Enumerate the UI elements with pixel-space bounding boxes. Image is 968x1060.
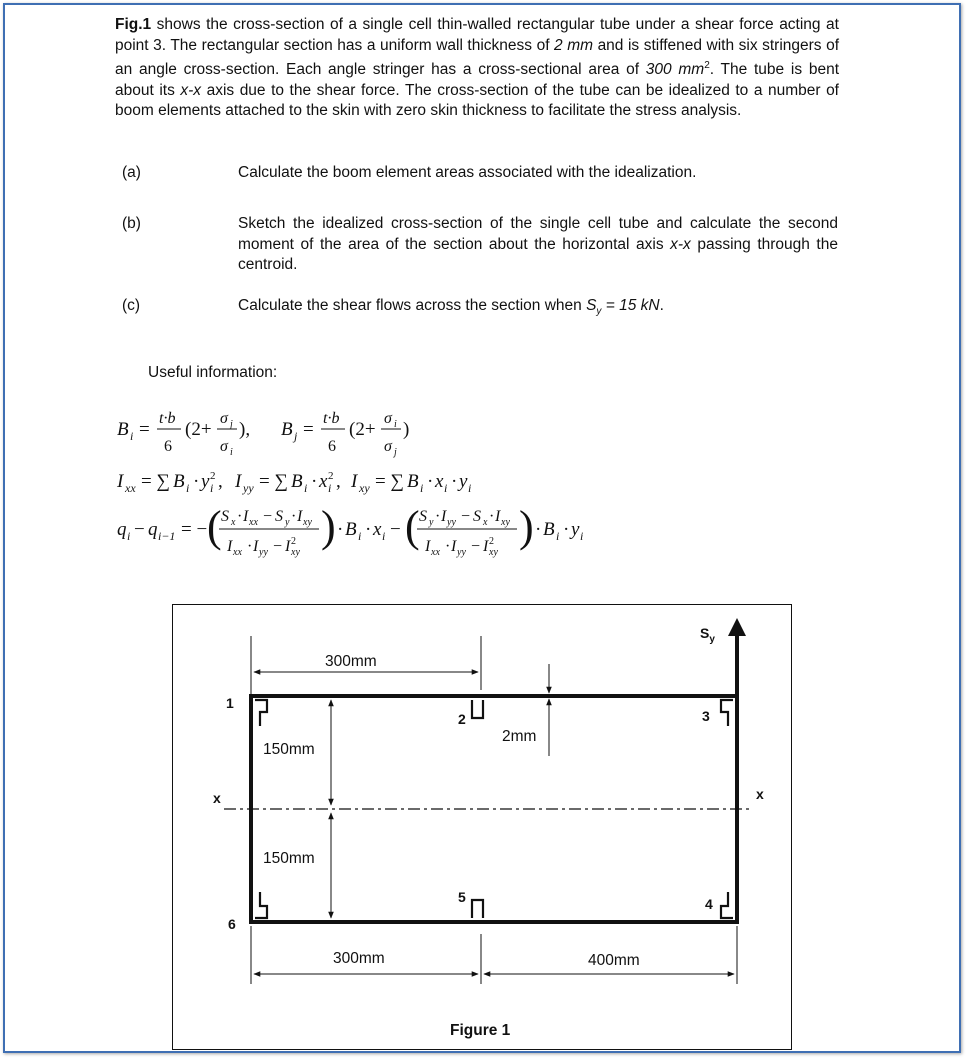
question-c-text: Calculate the shear flows across the section when $S_y = 15$ kN. xyxy=(238,297,664,318)
stringer-4 xyxy=(721,892,733,918)
svg-text:yy: yy xyxy=(457,547,466,558)
problem-statement xyxy=(115,15,839,122)
svg-text:·: · xyxy=(451,471,458,492)
figure-caption: Figure 1 xyxy=(450,1022,511,1039)
svg-text:xy: xy xyxy=(303,517,312,528)
intro-text-2: and is stiffened with six stringers of an angle cross-section. Each angle stringer has a cross-sectional area of xyxy=(115,36,840,79)
svg-text:σ: σ xyxy=(384,438,392,455)
svg-text:j: j xyxy=(230,419,233,430)
svg-text:I: I xyxy=(483,538,489,555)
cross-section-diagram xyxy=(172,604,792,1050)
svg-text:= ∑: = ∑ xyxy=(375,471,405,492)
svg-text:I: I xyxy=(227,538,233,555)
svg-text:I: I xyxy=(297,508,303,525)
svg-text:B: B xyxy=(281,419,293,440)
svg-text:B: B xyxy=(407,471,419,492)
svg-text:i: i xyxy=(358,529,362,543)
svg-text:x: x xyxy=(231,517,236,528)
svg-text:): ) xyxy=(519,502,534,551)
svg-text:i: i xyxy=(394,419,397,430)
svg-text:x: x xyxy=(373,519,382,540)
stringer-1 xyxy=(255,700,267,726)
svg-text:I: I xyxy=(441,508,447,525)
svg-text:σ: σ xyxy=(384,410,392,427)
svg-text:y: y xyxy=(571,519,580,540)
svg-text:i: i xyxy=(382,529,386,543)
svg-text:i: i xyxy=(186,481,190,495)
area-exponent: 2 xyxy=(704,60,710,71)
svg-text:q: q xyxy=(117,519,127,540)
intro-text-4: axis due to the shear force. The cross-section of the tube can be idealized to a number of boom elements attached to the skin with zero skin thickness to facilitate the stress analysis. xyxy=(115,81,839,120)
svg-text:−: − xyxy=(134,519,145,540)
dim-label-top-300: 300mm xyxy=(325,653,377,670)
boom-label-5: 5 xyxy=(458,889,466,905)
svg-text:= −: = − xyxy=(181,519,208,540)
svg-text:I: I xyxy=(451,538,457,555)
svg-text:j: j xyxy=(294,429,298,443)
svg-text:i: i xyxy=(328,481,332,495)
svg-text:q: q xyxy=(148,519,158,540)
svg-text:j: j xyxy=(394,447,397,458)
svg-text:σ: σ xyxy=(220,410,228,427)
svg-text:y: y xyxy=(201,471,210,492)
svg-text:x: x xyxy=(435,471,444,492)
svg-text:I: I xyxy=(253,538,259,555)
svg-text:B: B xyxy=(117,419,129,440)
dim-label-bottom-400: 400mm xyxy=(588,952,640,969)
svg-text:(2+: (2+ xyxy=(185,419,212,440)
svg-text:σ: σ xyxy=(220,438,228,455)
svg-text:i: i xyxy=(130,429,134,443)
boom-label-6: 6 xyxy=(228,916,236,932)
svg-text:·: · xyxy=(337,519,344,540)
svg-text:I: I xyxy=(495,508,501,525)
question-a-text: Calculate the boom element areas associated with the idealization. xyxy=(238,164,697,181)
svg-text:(: ( xyxy=(207,502,222,551)
svg-text:6: 6 xyxy=(164,438,172,455)
svg-text:xx: xx xyxy=(249,517,258,528)
equations xyxy=(115,405,655,575)
svg-text:S: S xyxy=(275,508,283,525)
svg-text:i: i xyxy=(127,529,131,543)
svg-text:S: S xyxy=(419,508,427,525)
svg-text:·: · xyxy=(365,519,372,540)
svg-text:i: i xyxy=(580,529,584,543)
svg-text:i: i xyxy=(444,481,448,495)
svg-text:xy: xy xyxy=(359,481,370,495)
svg-text:−: − xyxy=(273,538,283,555)
svg-text:t·b: t·b xyxy=(159,410,176,427)
svg-text:i: i xyxy=(468,481,472,495)
stringer-5 xyxy=(472,900,483,918)
svg-text:·: · xyxy=(193,471,200,492)
svg-text:): ) xyxy=(403,419,410,440)
dim-label-bottom-300: 300mm xyxy=(333,950,385,967)
useful-information-label: Useful information: xyxy=(148,364,278,381)
svg-text:2: 2 xyxy=(489,536,494,547)
svg-text:xx: xx xyxy=(431,547,440,558)
svg-text:xx: xx xyxy=(125,481,136,495)
svg-text:2: 2 xyxy=(210,470,216,482)
svg-text:2: 2 xyxy=(291,536,296,547)
boom-label-4: 4 xyxy=(705,896,713,912)
svg-text:y: y xyxy=(459,471,468,492)
svg-text:I: I xyxy=(425,538,431,555)
svg-text:B: B xyxy=(345,519,357,540)
svg-text:yy: yy xyxy=(259,547,268,558)
svg-text:(2+: (2+ xyxy=(349,419,376,440)
svg-text:yy: yy xyxy=(243,481,254,495)
svg-text:−: − xyxy=(263,508,273,525)
svg-text:xy: xy xyxy=(489,547,498,558)
svg-text:6: 6 xyxy=(328,438,336,455)
svg-text:,: , xyxy=(218,471,223,492)
boom-label-1: 1 xyxy=(226,695,234,711)
axis-ref: x-x xyxy=(180,81,202,99)
svg-text:i: i xyxy=(556,529,560,543)
svg-text:·: · xyxy=(563,519,570,540)
svg-text:·: · xyxy=(291,508,297,525)
svg-text:B: B xyxy=(543,519,555,540)
svg-text:): ) xyxy=(321,502,336,551)
stringer-3 xyxy=(721,700,733,726)
svg-text:·: · xyxy=(489,508,495,525)
question-b-text: Sketch the idealized cross-section of the single cell tube and calculate the second moment of the area of the section about the horizontal axis x-x passing through the centroid. xyxy=(238,215,838,273)
stringer-6 xyxy=(255,892,267,918)
svg-text:·: · xyxy=(445,538,451,555)
svg-text:xx: xx xyxy=(233,547,242,558)
svg-text:),: ), xyxy=(239,419,251,440)
dim-label-upper-150: 150mm xyxy=(263,741,315,758)
svg-text:i: i xyxy=(420,481,424,495)
svg-text:−: − xyxy=(461,508,471,525)
svg-text:x: x xyxy=(319,471,328,492)
svg-text:= ∑: = ∑ xyxy=(259,471,289,492)
svg-text:·: · xyxy=(237,508,243,525)
svg-text:·: · xyxy=(247,538,253,555)
svg-text:xy: xy xyxy=(291,547,300,558)
svg-text:·: · xyxy=(535,519,542,540)
svg-text:= ∑: = ∑ xyxy=(141,471,171,492)
svg-text:I: I xyxy=(285,538,291,555)
svg-text:i: i xyxy=(230,447,233,458)
question-b-label: (b) xyxy=(122,215,141,232)
svg-text:I: I xyxy=(117,471,124,492)
svg-text:i: i xyxy=(304,481,308,495)
dim-label-lower-150: 150mm xyxy=(263,850,315,867)
axis-label-left: x xyxy=(213,790,221,806)
svg-text:S: S xyxy=(221,508,229,525)
force-label: $S_y$ xyxy=(700,625,715,645)
svg-text:(: ( xyxy=(405,502,420,551)
axis-label-right: x xyxy=(756,786,764,802)
svg-text:y: y xyxy=(429,517,434,528)
svg-text:I: I xyxy=(235,471,242,492)
svg-text:−: − xyxy=(471,538,481,555)
fig-reference: Fig.1 xyxy=(115,16,152,33)
thickness-value: 2 mm xyxy=(554,36,594,54)
boom-label-3: 3 xyxy=(702,708,710,724)
question-a-label: (a) xyxy=(122,164,141,181)
svg-text:·: · xyxy=(427,471,434,492)
svg-text:,: , xyxy=(336,471,341,492)
svg-text:I: I xyxy=(243,508,249,525)
svg-text:S: S xyxy=(473,508,481,525)
svg-text:·: · xyxy=(311,471,318,492)
svg-text:I: I xyxy=(351,471,358,492)
svg-text:i: i xyxy=(210,481,214,495)
svg-text:xy: xy xyxy=(501,517,510,528)
svg-text:2: 2 xyxy=(328,470,334,482)
svg-text:yy: yy xyxy=(447,517,456,528)
intro-text-1: shows the cross-section of a single cell thin-walled rectangular tube under a shear force acting at point 3. The rectangular section has a uniform wall thickness of xyxy=(115,16,839,54)
stringer-2 xyxy=(472,700,483,718)
thickness-label: 2mm xyxy=(502,728,537,745)
svg-text:i−1: i−1 xyxy=(158,529,176,543)
svg-text:y: y xyxy=(285,517,290,528)
boom-label-2: 2 xyxy=(458,711,466,727)
svg-text:=: = xyxy=(303,419,314,440)
svg-text:B: B xyxy=(173,471,185,492)
svg-text:x: x xyxy=(483,517,488,528)
svg-text:t·b: t·b xyxy=(323,410,340,427)
svg-text:B: B xyxy=(291,471,303,492)
svg-text:=: = xyxy=(139,419,150,440)
svg-text:·: · xyxy=(435,508,441,525)
svg-text:−: − xyxy=(390,519,401,540)
question-c-label: (c) xyxy=(122,297,141,314)
area-value: 300 mm xyxy=(645,61,705,79)
intro-text-3: . The tube is bent about its xyxy=(115,61,840,99)
